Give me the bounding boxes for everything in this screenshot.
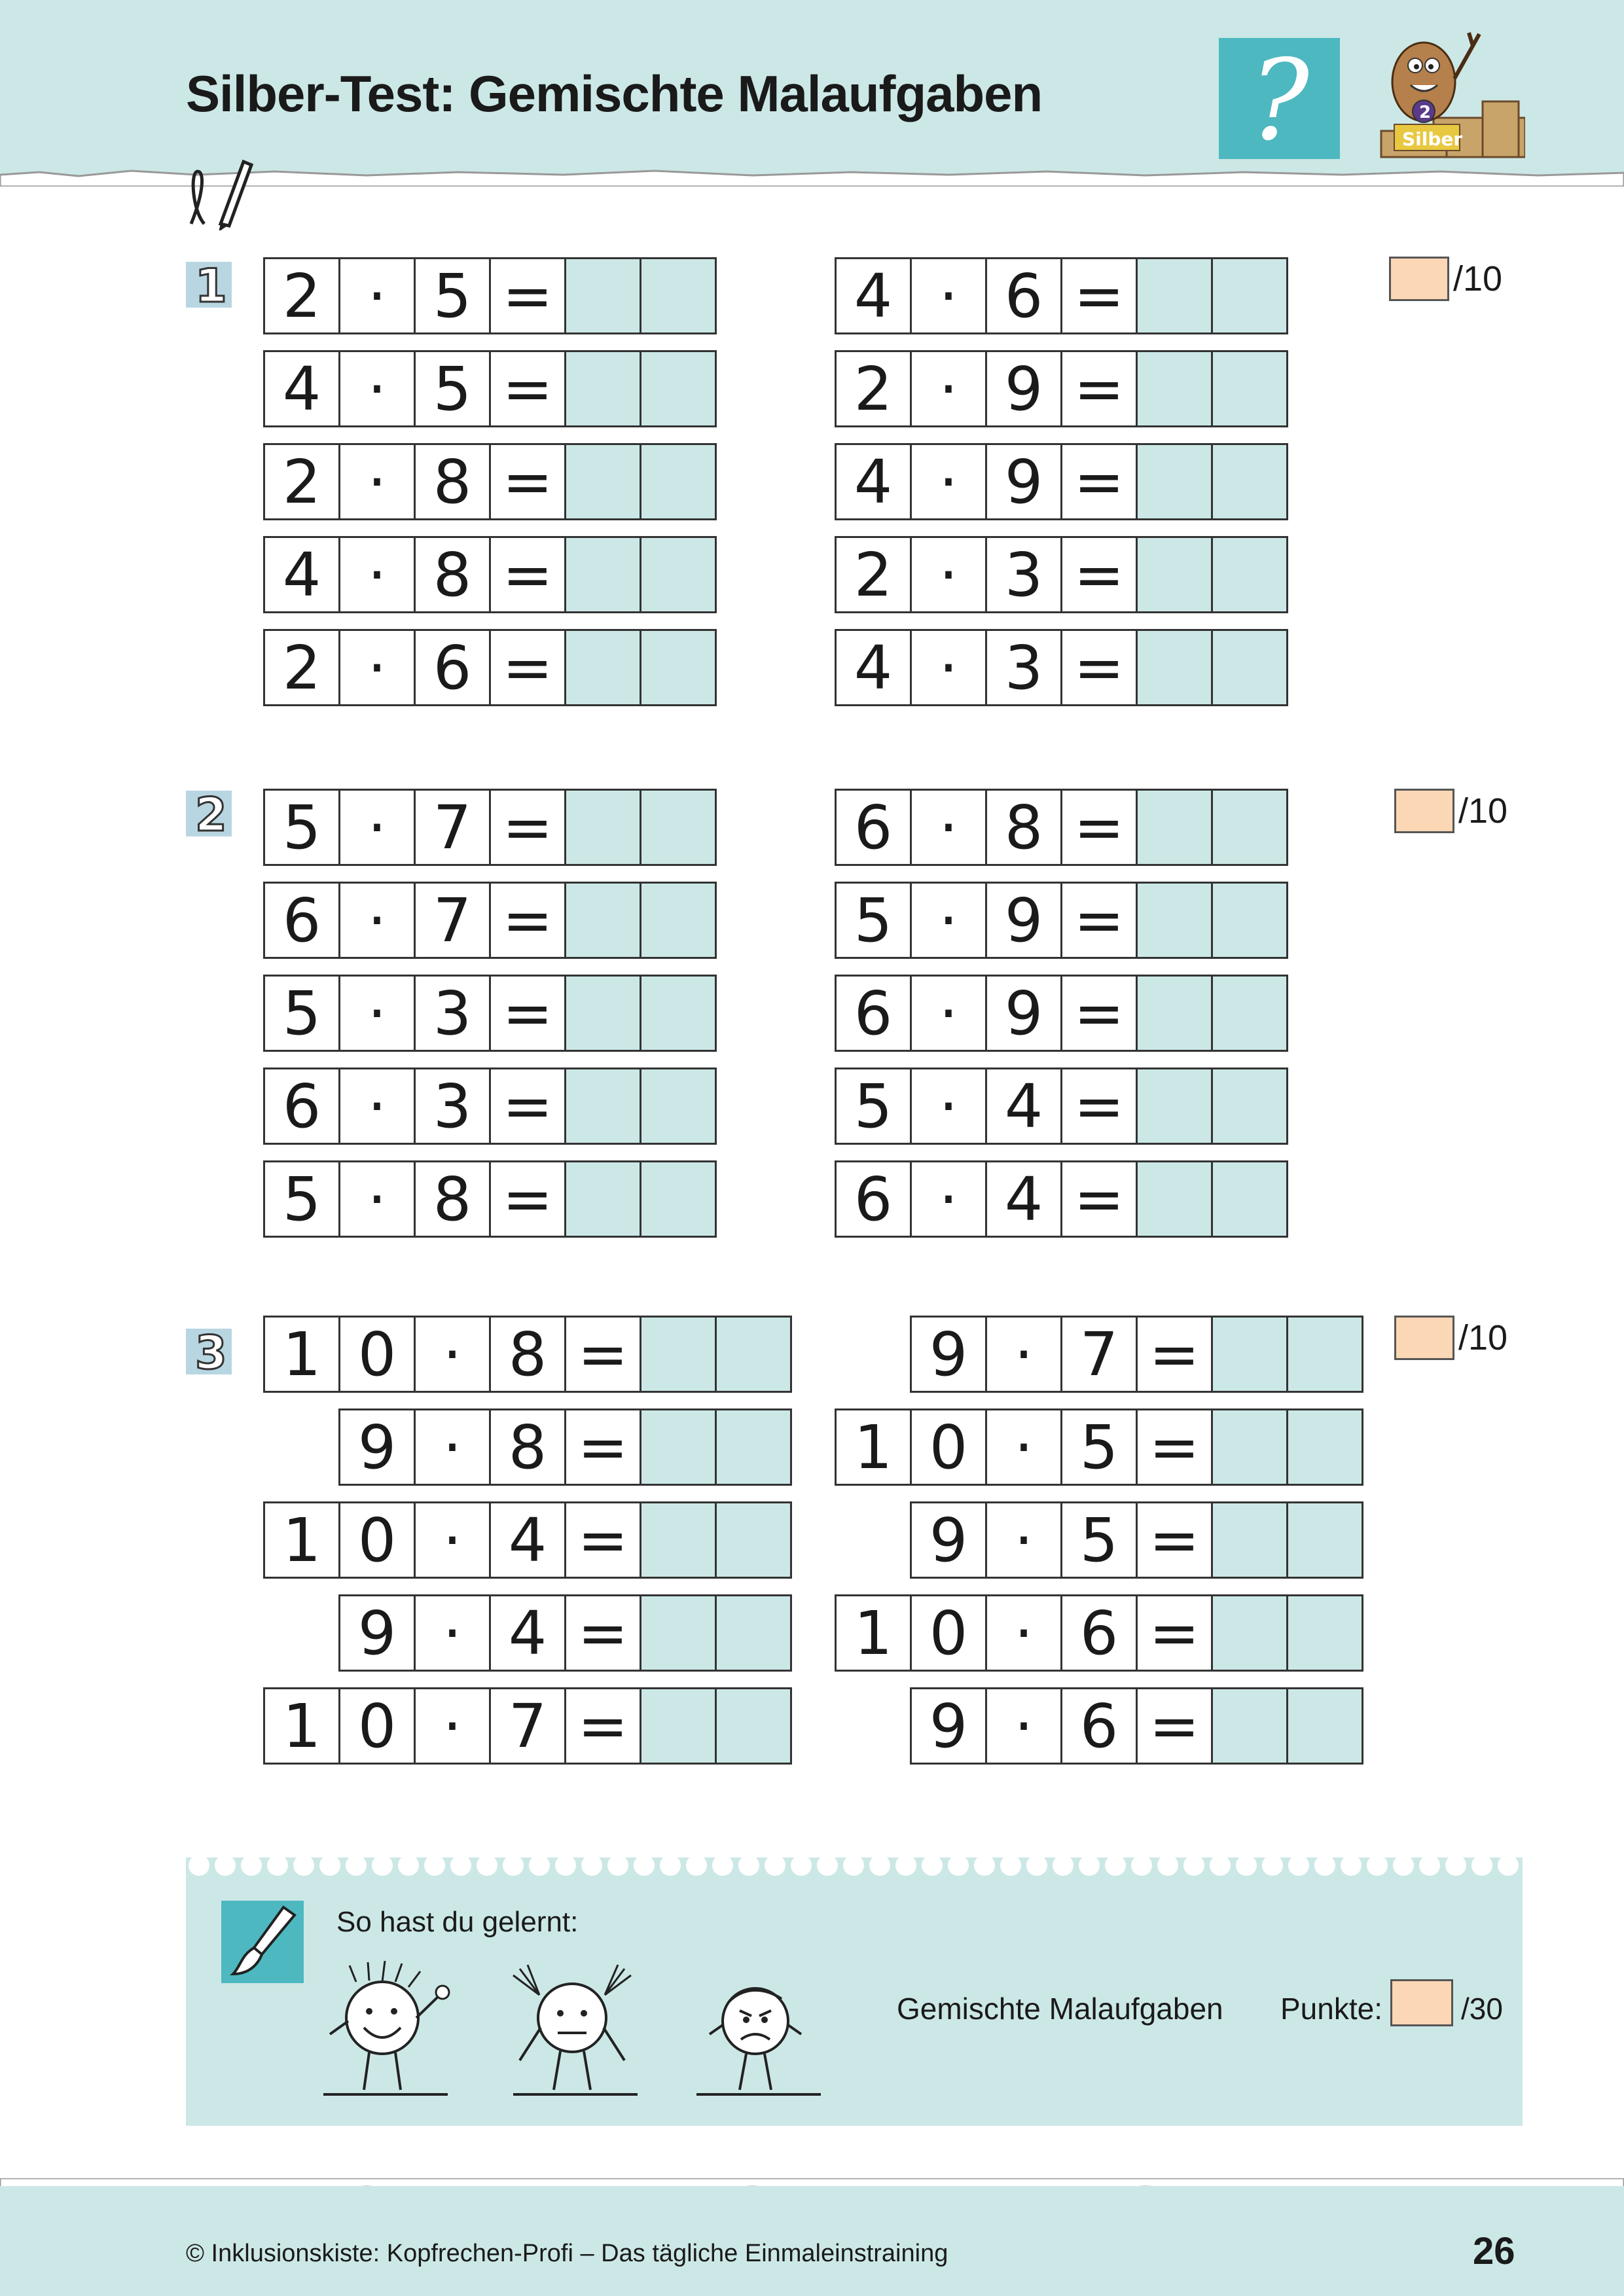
- points-total: /30: [1461, 1992, 1503, 2026]
- answer-cell[interactable]: [564, 257, 641, 334]
- answer-cell[interactable]: [1211, 1594, 1288, 1672]
- answer-cell[interactable]: [1286, 1687, 1363, 1765]
- equation-row: [835, 536, 1288, 613]
- paintbrush-icon: [221, 1901, 304, 1983]
- digit-cell: 1: [263, 1316, 340, 1393]
- digit-cell: 3: [985, 629, 1062, 706]
- answer-cell[interactable]: [640, 975, 717, 1052]
- equation-row: [263, 975, 717, 1052]
- section-score: [1389, 257, 1502, 301]
- multiply-sign: ·: [338, 882, 416, 959]
- digit-cell: 5: [414, 257, 491, 334]
- digit-cell: 4: [835, 443, 912, 520]
- multiply-sign: ·: [910, 1160, 987, 1238]
- answer-cell[interactable]: [715, 1687, 792, 1765]
- digit-cell: 8: [414, 536, 491, 613]
- equation-row: [835, 789, 1288, 866]
- equals-sign: =: [489, 536, 566, 613]
- equation-row: [263, 257, 717, 334]
- answer-cell[interactable]: [1136, 975, 1213, 1052]
- digit-cell: 6: [835, 975, 912, 1052]
- digit-cell: 5: [1060, 1501, 1138, 1579]
- equation-row: [835, 257, 1288, 334]
- equals-sign: =: [1060, 882, 1138, 959]
- equals-sign: =: [564, 1408, 641, 1486]
- digit-cell: 8: [414, 1160, 491, 1238]
- answer-cell[interactable]: [1211, 975, 1288, 1052]
- equals-sign: =: [1060, 257, 1138, 334]
- equation-row: [263, 1687, 792, 1765]
- equals-sign: =: [489, 257, 566, 334]
- multiply-sign: ·: [338, 443, 416, 520]
- answer-cell[interactable]: [1136, 789, 1213, 866]
- answer-cell[interactable]: [1211, 1160, 1288, 1238]
- digit-cell: 8: [489, 1408, 566, 1486]
- digit-cell: 0: [338, 1687, 416, 1765]
- answer-cell[interactable]: [564, 350, 641, 427]
- equation-row: [338, 1594, 792, 1672]
- answer-cell[interactable]: [640, 1067, 717, 1145]
- equals-sign: =: [489, 443, 566, 520]
- answer-cell[interactable]: [640, 1501, 717, 1579]
- multiply-sign: ·: [338, 536, 416, 613]
- score-input-box[interactable]: [1394, 1316, 1454, 1360]
- answer-cell[interactable]: [1211, 882, 1288, 959]
- answer-cell[interactable]: [715, 1594, 792, 1672]
- page-title: Silber-Test: Gemischte Malaufgaben: [186, 65, 1043, 122]
- equals-sign: =: [1060, 1067, 1138, 1145]
- answer-cell[interactable]: [1211, 789, 1288, 866]
- digit-cell: 7: [414, 789, 491, 866]
- equals-sign: =: [489, 1067, 566, 1145]
- equation-row: [263, 789, 717, 866]
- digit-cell: 4: [835, 629, 912, 706]
- equals-sign: =: [1136, 1316, 1213, 1393]
- equation-row: [338, 1408, 792, 1486]
- equals-sign: =: [489, 882, 566, 959]
- multiply-sign: ·: [910, 882, 987, 959]
- answer-cell[interactable]: [564, 443, 641, 520]
- answer-cell[interactable]: [1136, 350, 1213, 427]
- digit-cell: 1: [263, 1687, 340, 1765]
- equals-sign: =: [1136, 1408, 1213, 1486]
- multiply-sign: ·: [910, 443, 987, 520]
- answer-cell[interactable]: [715, 1316, 792, 1393]
- answer-cell[interactable]: [1211, 1408, 1288, 1486]
- multiply-sign: ·: [985, 1316, 1062, 1393]
- equals-sign: =: [564, 1687, 641, 1765]
- equation-row: [263, 1067, 717, 1145]
- multiply-sign: ·: [910, 975, 987, 1052]
- equals-sign: =: [1060, 789, 1138, 866]
- multiply-sign: ·: [338, 629, 416, 706]
- digit-cell: 9: [985, 975, 1062, 1052]
- equals-sign: =: [489, 1160, 566, 1238]
- answer-cell[interactable]: [564, 1067, 641, 1145]
- multiply-sign: ·: [414, 1594, 491, 1672]
- digit-cell: 4: [985, 1160, 1062, 1238]
- answer-cell[interactable]: [1211, 1067, 1288, 1145]
- equation-row: [835, 975, 1288, 1052]
- answer-cell[interactable]: [564, 975, 641, 1052]
- score-input-box[interactable]: [1389, 257, 1449, 301]
- answer-cell[interactable]: [715, 1408, 792, 1486]
- points-label: Punkte:: [1280, 1992, 1382, 2026]
- digit-cell: 5: [835, 882, 912, 959]
- equation-row: [263, 1160, 717, 1238]
- multiply-sign: ·: [338, 975, 416, 1052]
- section-score: [1394, 1316, 1507, 1360]
- equals-sign: =: [1060, 975, 1138, 1052]
- digit-cell: 0: [910, 1408, 987, 1486]
- pencil-icon: [185, 152, 257, 230]
- multiply-sign: ·: [985, 1594, 1062, 1672]
- multiply-sign: ·: [338, 350, 416, 427]
- answer-cell[interactable]: [564, 1160, 641, 1238]
- summary-panel: [186, 1857, 1523, 2126]
- multiply-sign: ·: [910, 257, 987, 334]
- equals-sign: =: [564, 1316, 641, 1393]
- answer-cell[interactable]: [640, 1594, 717, 1672]
- equals-sign: =: [489, 789, 566, 866]
- task-number-badge: 3: [186, 1329, 232, 1374]
- answer-cell[interactable]: [640, 443, 717, 520]
- answer-cell[interactable]: [640, 789, 717, 866]
- answer-cell[interactable]: [640, 1687, 717, 1765]
- digit-cell: 1: [835, 1408, 912, 1486]
- copyright-text: © Inklusionskiste: Kopfrechen-Profi – Das tägliche Einmaleinstraining: [186, 2240, 948, 2267]
- digit-cell: 4: [263, 536, 340, 613]
- digit-cell: 2: [835, 536, 912, 613]
- answer-cell[interactable]: [1286, 1316, 1363, 1393]
- points-input-box[interactable]: [1390, 1979, 1453, 2026]
- multiply-sign: ·: [985, 1687, 1062, 1765]
- page-number: 26: [1473, 2230, 1515, 2272]
- digit-cell: 6: [835, 789, 912, 866]
- equals-sign: =: [564, 1501, 641, 1579]
- equals-sign: =: [489, 975, 566, 1052]
- answer-cell[interactable]: [640, 629, 717, 706]
- multiply-sign: ·: [910, 536, 987, 613]
- equation-row: [910, 1316, 1363, 1393]
- equation-row: [910, 1501, 1363, 1579]
- score-total: /10: [1458, 1318, 1508, 1357]
- digit-cell: 5: [263, 789, 340, 866]
- digit-cell: 4: [489, 1501, 566, 1579]
- answer-cell[interactable]: [1211, 257, 1288, 334]
- digit-cell: 4: [489, 1594, 566, 1672]
- answer-cell[interactable]: [640, 536, 717, 613]
- equation-row: [263, 350, 717, 427]
- digit-cell: 0: [910, 1594, 987, 1672]
- equation-row: [835, 1408, 1363, 1486]
- notebook-holes: [186, 1851, 1523, 1882]
- digit-cell: 6: [263, 1067, 340, 1145]
- equals-sign: =: [1060, 443, 1138, 520]
- section-score: [1394, 789, 1507, 833]
- equals-sign: =: [489, 629, 566, 706]
- score-total: /10: [1453, 259, 1503, 298]
- equals-sign: =: [1060, 536, 1138, 613]
- equals-sign: =: [1136, 1594, 1213, 1672]
- digit-cell: 0: [338, 1501, 416, 1579]
- answer-cell[interactable]: [1286, 1501, 1363, 1579]
- multiply-sign: ·: [338, 257, 416, 334]
- equals-sign: =: [1060, 629, 1138, 706]
- digit-cell: 5: [263, 975, 340, 1052]
- answer-cell[interactable]: [564, 882, 641, 959]
- task-number-badge: 2: [186, 791, 232, 836]
- multiply-sign: ·: [910, 629, 987, 706]
- digit-cell: 5: [263, 1160, 340, 1238]
- digit-cell: 6: [1060, 1594, 1138, 1672]
- equation-row: [263, 536, 717, 613]
- multiply-sign: ·: [985, 1408, 1062, 1486]
- answer-cell[interactable]: [1286, 1408, 1363, 1486]
- digit-cell: 9: [338, 1594, 416, 1672]
- answer-cell[interactable]: [1136, 1067, 1213, 1145]
- digit-cell: 1: [835, 1594, 912, 1672]
- answer-cell[interactable]: [640, 257, 717, 334]
- answer-cell[interactable]: [1211, 1316, 1288, 1393]
- digit-cell: 5: [414, 350, 491, 427]
- digit-cell: 7: [1060, 1316, 1138, 1393]
- answer-cell[interactable]: [1136, 536, 1213, 613]
- digit-cell: 9: [338, 1408, 416, 1486]
- answer-cell[interactable]: [640, 350, 717, 427]
- answer-cell[interactable]: [1136, 257, 1213, 334]
- answer-cell[interactable]: [640, 1408, 717, 1486]
- answer-cell[interactable]: [640, 882, 717, 959]
- equals-sign: =: [1060, 350, 1138, 427]
- digit-cell: 3: [985, 536, 1062, 613]
- equation-row: [263, 629, 717, 706]
- digit-cell: 2: [263, 257, 340, 334]
- digit-cell: 7: [414, 882, 491, 959]
- silver-mascot-icon: [1375, 20, 1525, 160]
- answer-cell[interactable]: [1286, 1594, 1363, 1672]
- digit-cell: 9: [985, 882, 1062, 959]
- page-footer: [0, 2186, 1624, 2296]
- equation-row: [263, 882, 717, 959]
- equation-row: [263, 1316, 792, 1393]
- question-mark-icon: ?: [1219, 38, 1340, 159]
- digit-cell: 2: [263, 443, 340, 520]
- answer-cell[interactable]: [1211, 536, 1288, 613]
- digit-cell: 2: [263, 629, 340, 706]
- multiply-sign: ·: [338, 1160, 416, 1238]
- multiply-sign: ·: [414, 1501, 491, 1579]
- multiply-sign: ·: [414, 1408, 491, 1486]
- digit-cell: 6: [985, 257, 1062, 334]
- multiply-sign: ·: [910, 789, 987, 866]
- digit-cell: 9: [985, 350, 1062, 427]
- digit-cell: 6: [414, 629, 491, 706]
- answer-cell[interactable]: [1211, 350, 1288, 427]
- digit-cell: 9: [910, 1501, 987, 1579]
- neutral-face-icon[interactable]: [500, 1956, 644, 2106]
- equals-sign: =: [1060, 1160, 1138, 1238]
- equation-row: [263, 443, 717, 520]
- equals-sign: =: [489, 350, 566, 427]
- score-input-box[interactable]: [1394, 789, 1454, 833]
- digit-cell: 4: [263, 350, 340, 427]
- digit-cell: 6: [263, 882, 340, 959]
- equation-row: [835, 443, 1288, 520]
- equation-row: [835, 1067, 1288, 1145]
- multiply-sign: ·: [414, 1687, 491, 1765]
- equation-row: [910, 1687, 1363, 1765]
- answer-cell[interactable]: [1211, 1687, 1288, 1765]
- equation-row: [835, 1160, 1288, 1238]
- digit-cell: 2: [835, 350, 912, 427]
- digit-cell: 4: [985, 1067, 1062, 1145]
- digit-cell: 6: [835, 1160, 912, 1238]
- digit-cell: 8: [489, 1316, 566, 1393]
- equation-row: [835, 629, 1288, 706]
- equals-sign: =: [564, 1594, 641, 1672]
- digit-cell: 8: [985, 789, 1062, 866]
- equals-sign: =: [1136, 1687, 1213, 1765]
- digit-cell: 5: [835, 1067, 912, 1145]
- multiply-sign: ·: [910, 350, 987, 427]
- digit-cell: 9: [910, 1316, 987, 1393]
- score-total: /10: [1458, 791, 1508, 831]
- learn-label: So hast du gelernt:: [336, 1906, 579, 1938]
- equals-sign: =: [1136, 1501, 1213, 1579]
- answer-cell[interactable]: [715, 1501, 792, 1579]
- digit-cell: 9: [985, 443, 1062, 520]
- digit-cell: 1: [263, 1501, 340, 1579]
- multiply-sign: ·: [414, 1316, 491, 1393]
- svg-text:2: 2: [1419, 103, 1432, 122]
- equation-row: [835, 882, 1288, 959]
- multiply-sign: ·: [985, 1501, 1062, 1579]
- digit-cell: 4: [835, 257, 912, 334]
- sad-face-icon[interactable]: [683, 1956, 827, 2106]
- happy-face-icon[interactable]: [317, 1956, 461, 2106]
- digit-cell: 6: [1060, 1687, 1138, 1765]
- answer-cell[interactable]: [1136, 882, 1213, 959]
- answer-cell[interactable]: [1211, 1501, 1288, 1579]
- answer-cell[interactable]: [1136, 629, 1213, 706]
- digit-cell: 0: [338, 1316, 416, 1393]
- answer-cell[interactable]: [640, 1316, 717, 1393]
- svg-text:Silber: Silber: [1402, 128, 1463, 150]
- digit-cell: 5: [1060, 1408, 1138, 1486]
- digit-cell: 3: [414, 975, 491, 1052]
- multiply-sign: ·: [338, 1067, 416, 1145]
- multiply-sign: ·: [910, 1067, 987, 1145]
- task-number-badge: 1: [186, 262, 232, 308]
- equation-row: [835, 1594, 1363, 1672]
- digit-cell: 8: [414, 443, 491, 520]
- answer-cell[interactable]: [1136, 1160, 1213, 1238]
- answer-cell[interactable]: [640, 1160, 717, 1238]
- answer-cell[interactable]: [564, 629, 641, 706]
- equation-row: [263, 1501, 792, 1579]
- digit-cell: 3: [414, 1067, 491, 1145]
- digit-cell: 7: [489, 1687, 566, 1765]
- answer-cell[interactable]: [1211, 443, 1288, 520]
- equation-row: [835, 350, 1288, 427]
- answer-cell[interactable]: [564, 789, 641, 866]
- summary-topic: Gemischte Malaufgaben: [897, 1992, 1223, 2026]
- digit-cell: 9: [910, 1687, 987, 1765]
- answer-cell[interactable]: [564, 536, 641, 613]
- multiply-sign: ·: [338, 789, 416, 866]
- answer-cell[interactable]: [1211, 629, 1288, 706]
- answer-cell[interactable]: [1136, 443, 1213, 520]
